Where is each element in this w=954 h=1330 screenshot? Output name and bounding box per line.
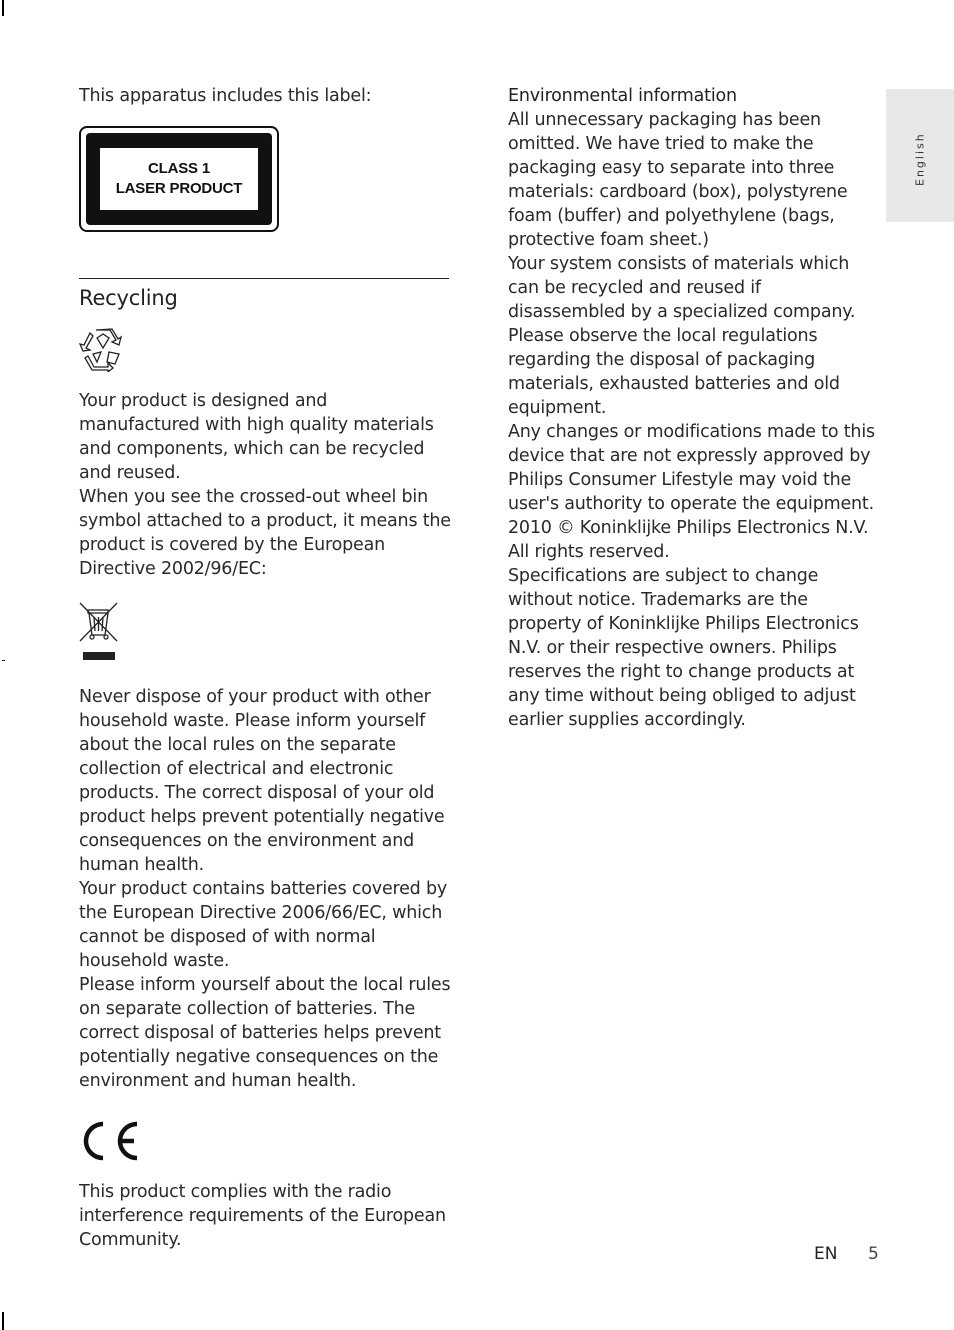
language-tab-label: English bbox=[913, 132, 927, 186]
environmental-paragraph: Any changes or modifications made to this device that are not expressly approved by Philips Consumer Lifestyle may void the user's authority to operate the equipment. bbox=[508, 422, 875, 514]
laser-label-line2: LASER PRODUCT bbox=[115, 180, 243, 197]
ce-paragraph: This product complies with the radio interference requirements of the European Community. bbox=[79, 1182, 446, 1250]
right-column bbox=[508, 84, 882, 732]
recycling-heading: Recycling bbox=[79, 286, 178, 310]
rights-line: All rights reserved. bbox=[508, 542, 670, 562]
environmental-paragraph: Specifications are subject to change without notice. Trademarks are the property of Koninklijke Philips Electronics N.V. or their respective owners. Philips reserves the right to change products at any time without being obliged to adjust earlier supplies accordingly. bbox=[508, 566, 859, 730]
label-intro: This apparatus includes this label: bbox=[79, 86, 372, 106]
section-divider bbox=[79, 278, 449, 279]
recycle-icon bbox=[79, 324, 127, 372]
page-number: 5 bbox=[868, 1244, 879, 1264]
language-tab bbox=[886, 89, 954, 222]
disposal-paragraph: Please inform yourself about the local rules on separate collection of batteries. The correct disposal of batteries helps prevent potentially negative consequences on the environment and human health. bbox=[79, 975, 451, 1091]
crossed-bin-icon bbox=[79, 601, 119, 663]
environmental-heading: Environmental information bbox=[508, 86, 737, 106]
recycling-paragraph: When you see the crossed-out wheel bin symbol attached to a product, it means the product is covered by the European Directive 2002/96/EC: bbox=[79, 487, 451, 579]
crop-mark bbox=[2, 1312, 4, 1330]
environmental-paragraph: Your system consists of materials which can be recycled and reused if disassembled by a specialized company. Please observe the local regulations regarding the disposal of packaging materials, exhausted batteries and old equipment. bbox=[508, 254, 856, 418]
ce-mark-icon bbox=[79, 1119, 139, 1163]
left-column bbox=[79, 84, 451, 1252]
disposal-paragraph: Your product contains batteries covered by the European Directive 2006/66/EC, which cannot be disposed of with normal household waste. bbox=[79, 879, 448, 971]
crop-mark bbox=[2, 0, 4, 16]
copyright-line: 2010 © Koninklijke Philips Electronics N.V. bbox=[508, 518, 869, 538]
laser-class-label bbox=[79, 126, 279, 232]
laser-label-line1: CLASS 1 bbox=[148, 160, 210, 177]
crop-mark bbox=[2, 660, 5, 661]
footer-language: EN bbox=[814, 1244, 838, 1264]
recycling-paragraph: Your product is designed and manufactured with high quality materials and components, which can be recycled and reused. bbox=[79, 391, 434, 483]
disposal-paragraph: Never dispose of your product with other household waste. Please inform yourself about the local rules on the separate collection of electrical and electronic products. The correct disposal of your old product helps prevent potentially negative consequences on the environment and human health. bbox=[79, 687, 445, 875]
environmental-paragraph: All unnecessary packaging has been omitted. We have tried to make the packaging easy to separate into three materials: cardboard (box), polystyrene foam (buffer) and polyethylene (bags, protective foam sheet.) bbox=[508, 110, 848, 250]
